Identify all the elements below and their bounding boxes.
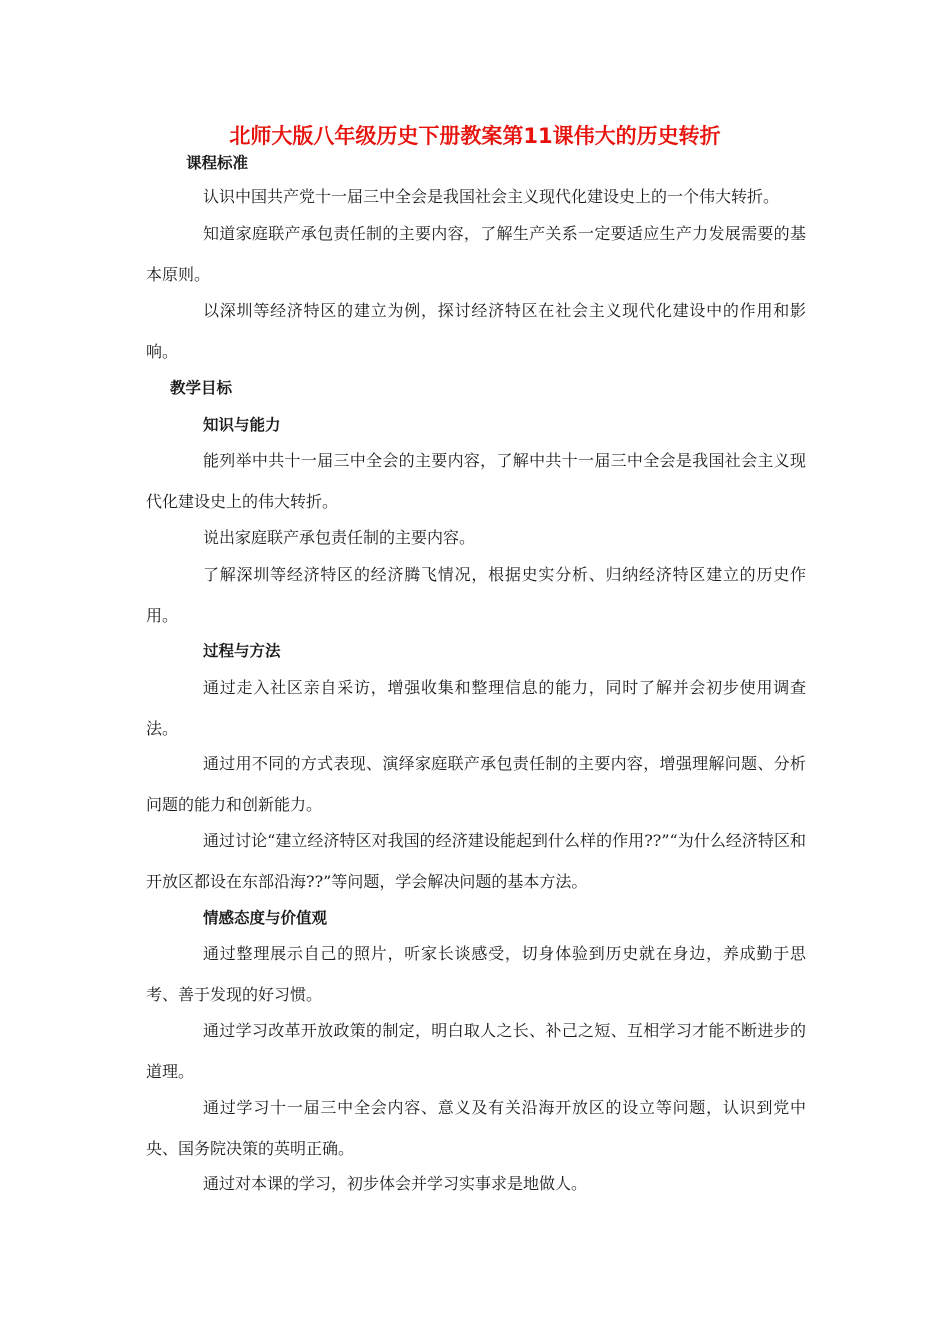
- process-paragraph-2: 通过用不同的方式表现、演绎家庭联产承包责任制的主要内容，增强理解问题、分析问题的能力和创新能力。: [146, 754, 806, 814]
- section-heading-course-standard: 课程标准: [186, 154, 249, 172]
- subheading-process: 过程与方法: [203, 642, 281, 660]
- section-heading-teaching-goals: 教学目标: [170, 379, 233, 397]
- knowledge-paragraph-2: 说出家庭联产承包责任制的主要内容。: [203, 528, 476, 547]
- subheading-values: 情感态度与价值观: [203, 909, 328, 927]
- subheading-knowledge: 知识与能力: [203, 416, 281, 434]
- values-paragraph-3: 通过学习十一届三中全会内容、意义及有关沿海开放区的设立等问题，认识到党中央、国务院决策的英明正确。: [146, 1098, 806, 1158]
- values-paragraph-1: 通过整理展示自己的照片，听家长谈感受，切身体验到历史就在身边，养成勤于思考、善于发现的好习惯。: [146, 944, 806, 1004]
- knowledge-paragraph-1: 能列举中共十一届三中全会的主要内容，了解中共十一届三中全会是我国社会主义现代化建设史上的伟大转折。: [146, 451, 806, 511]
- document-title: 北师大版八年级历史下册教案第11课伟大的历史转折: [229, 124, 721, 148]
- knowledge-paragraph-3: 了解深圳等经济特区的经济腾飞情况，根据史实分析、归纳经济特区建立的历史作用。: [146, 565, 806, 625]
- course-standard-paragraph-2: 知道家庭联产承包责任制的主要内容，了解生产关系一定要适应生产力发展需要的基本原则。: [146, 224, 806, 284]
- values-paragraph-2: 通过学习改革开放政策的制定，明白取人之长、补己之短、互相学习才能不断进步的道理。: [146, 1021, 806, 1081]
- course-standard-paragraph-3: 以深圳等经济特区的建立为例，探讨经济特区在社会主义现代化建设中的作用和影响。: [146, 301, 806, 361]
- values-paragraph-4: 通过对本课的学习，初步体会并学习实事求是地做人。: [203, 1174, 588, 1193]
- course-standard-paragraph-1: 认识中国共产党十一届三中全会是我国社会主义现代化建设史上的一个伟大转折。: [203, 187, 780, 206]
- process-paragraph-3: 通过讨论“建立经济特区对我国的经济建设能起到什么样的作用??”“为什么经济特区和开放区都设在东部沿海??”等问题，学会解决问题的基本方法。: [146, 831, 806, 891]
- process-paragraph-1: 通过走入社区亲自采访，增强收集和整理信息的能力，同时了解并会初步使用调查法。: [146, 678, 806, 738]
